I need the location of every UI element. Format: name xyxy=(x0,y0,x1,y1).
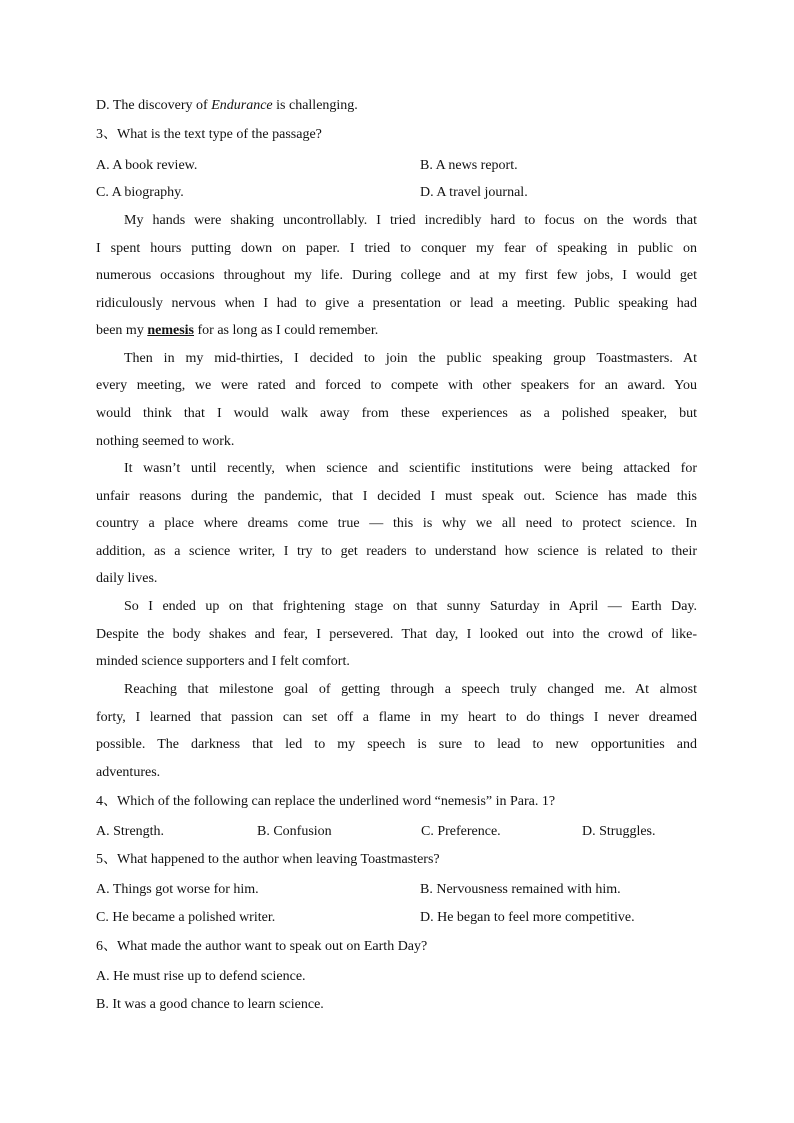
passage-p4-line: minded science supporters and I felt comfort. xyxy=(96,654,350,669)
q4-option-d: D. Struggles. xyxy=(582,824,656,839)
q6-option-b: B. It was a good chance to learn science. xyxy=(96,997,324,1012)
passage-p5-line: adventures. xyxy=(96,765,161,780)
q3-option-d: D. A travel journal. xyxy=(420,185,528,200)
q5-option-b: B. Nervousness remained with him. xyxy=(420,882,621,897)
q4-option-b: B. Confusion xyxy=(257,824,332,839)
q6-stem: 6、What made the author want to speak out on Earth Day? xyxy=(96,939,428,954)
q5-option-d: D. He began to feel more competitive. xyxy=(420,910,635,925)
passage-p5-line: Reaching that milestone goal of getting through a speech truly changed me. At almost xyxy=(124,682,697,697)
passage-p2-line: Then in my mid-thirties, I decided to join the public speaking group Toastmasters. At xyxy=(124,351,697,366)
passage-p2-line: every meeting, we were rated and forced to compete with other speakers for an award. You xyxy=(96,378,697,393)
passage-p3-line: addition, as a science writer, I try to get readers to understand how science is related to their xyxy=(96,544,697,559)
q4-option-a: A. Strength. xyxy=(96,824,165,839)
q3-option-b: B. A news report. xyxy=(420,158,518,173)
q3-option-a: A. A book review. xyxy=(96,158,198,173)
underlined-keyword: nemesis xyxy=(147,323,194,338)
passage-p4-line: Despite the body shakes and fear, I persevered. That day, I looked out into the crowd of like- xyxy=(96,627,697,642)
q5-option-c: C. He became a polished writer. xyxy=(96,910,276,925)
passage-p1-line: My hands were shaking uncontrollably. I tried incredibly hard to focus on the words that xyxy=(124,213,697,228)
q4-option-c: C. Preference. xyxy=(421,824,501,839)
passage-p2-line: nothing seemed to work. xyxy=(96,434,235,449)
passage-p3-line: unfair reasons during the pandemic, that I decided I must speak out. Science has made this xyxy=(96,489,697,504)
q6-option-a: A. He must rise up to defend science. xyxy=(96,969,306,984)
passage-p5-line: forty, I learned that passion can set off a flame in my heart to do things I never dreamed xyxy=(96,710,697,725)
italic-title: Endurance xyxy=(211,98,273,113)
passage-p4-line: So I ended up on that frightening stage on that sunny Saturday in April — Earth Day. xyxy=(124,599,697,614)
passage-p1-line: been my nemesis for as long as I could remember. xyxy=(96,323,379,338)
passage-p1-line: I spent hours putting down on paper. I tried to conquer my fear of speaking in public on xyxy=(96,241,697,256)
passage-p3-line: daily lives. xyxy=(96,571,158,586)
q5-option-a: A. Things got worse for him. xyxy=(96,882,259,897)
passage-p2-line: would think that I would walk away from these experiences as a polished speaker, but xyxy=(96,406,697,421)
q5-stem: 5、What happened to the author when leaving Toastmasters? xyxy=(96,852,440,867)
passage-p1-line: numerous occasions throughout my life. During college and at my first few jobs, I would get xyxy=(96,268,697,283)
q2-option-d: D. The discovery of Endurance is challenging. xyxy=(96,98,358,113)
passage-p5-line: possible. The darkness that led to my speech is sure to lead to new opportunities and xyxy=(96,737,697,752)
passage-p1-line: ridiculously nervous when I had to give a presentation or lead a meeting. Public speaking had xyxy=(96,296,697,311)
passage-p3-line: country a place where dreams come true — this is why we all need to protect science. In xyxy=(96,516,697,531)
passage-p3-line: It wasn’t until recently, when science and scientific institutions were being attacked for xyxy=(124,461,697,476)
q3-option-c: C. A biography. xyxy=(96,185,184,200)
q3-stem: 3、What is the text type of the passage? xyxy=(96,127,322,142)
q4-stem: 4、Which of the following can replace the underlined word “nemesis” in Para. 1? xyxy=(96,794,556,809)
